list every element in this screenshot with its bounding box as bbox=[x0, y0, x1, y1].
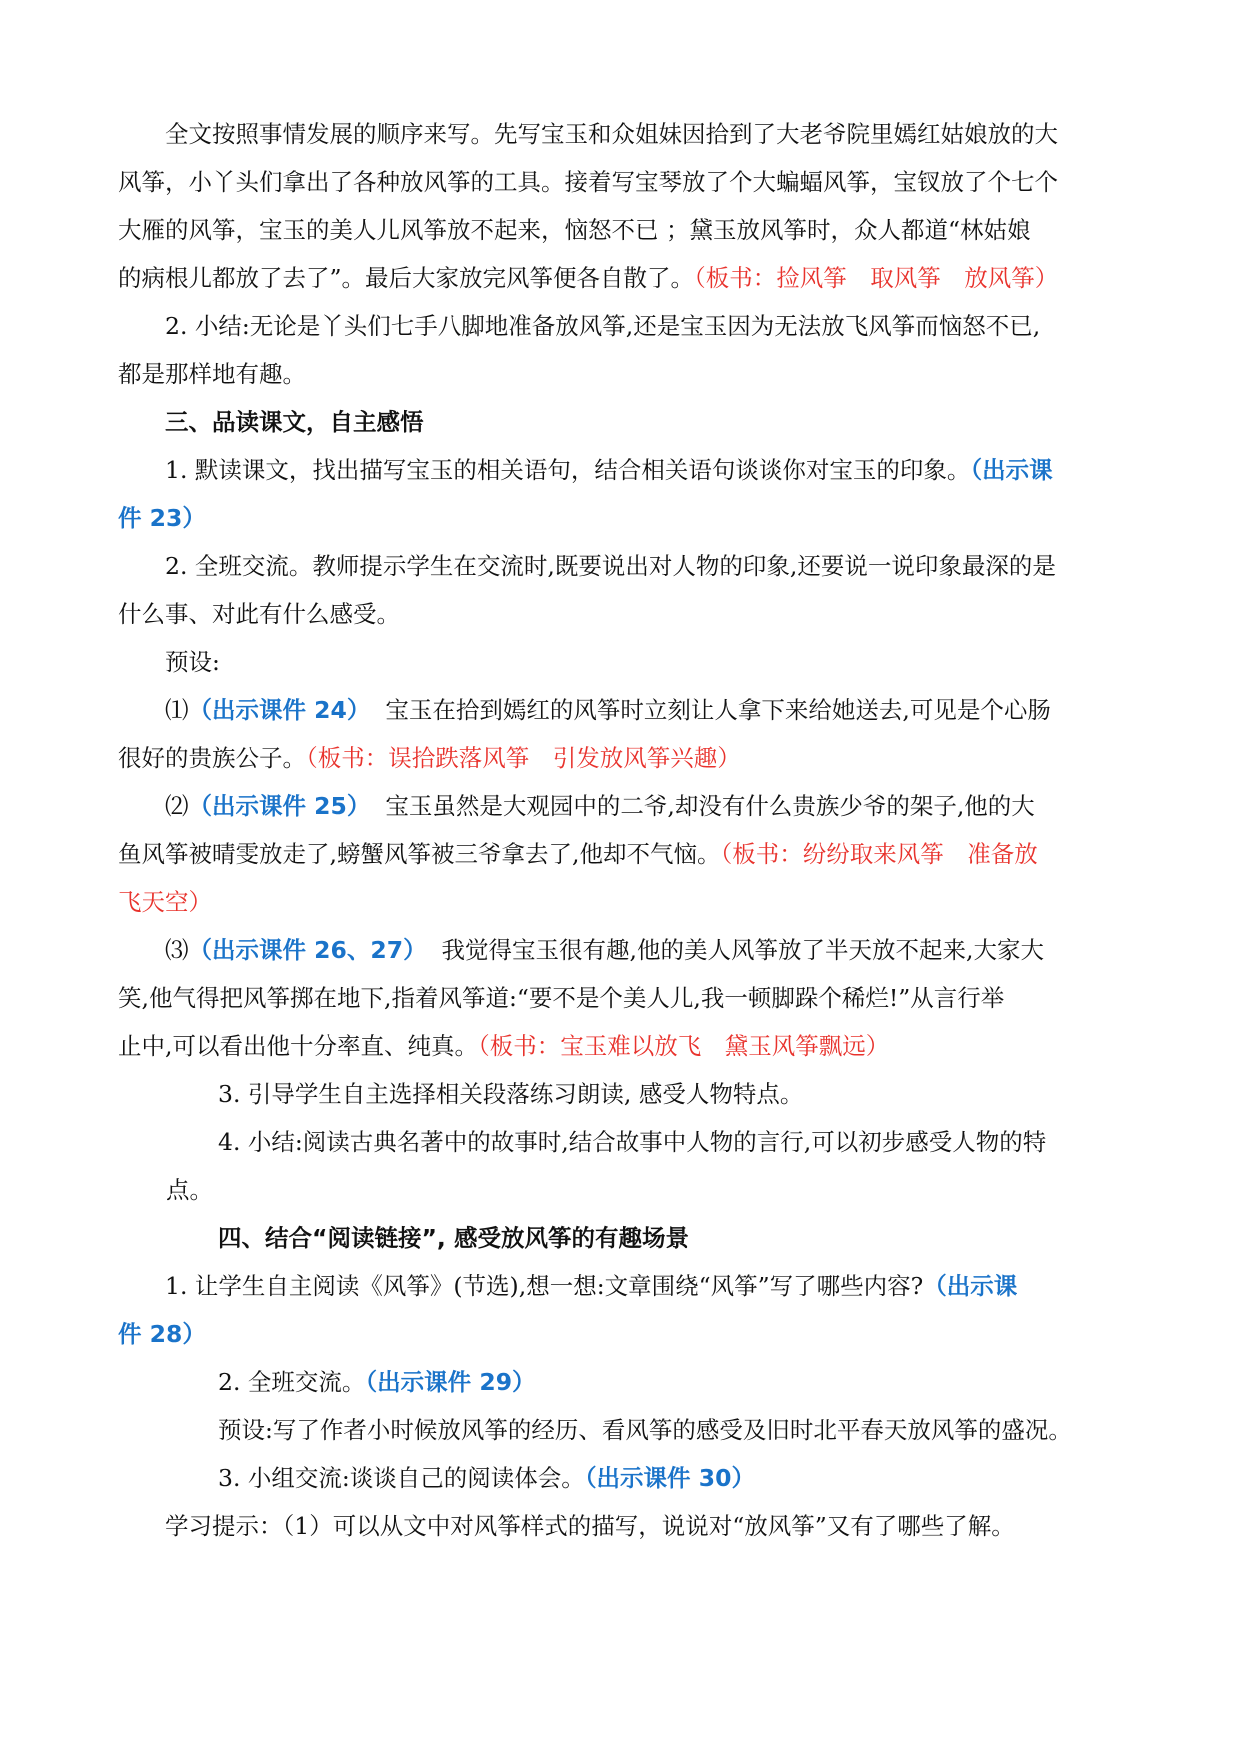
courseware-note: （出示课 bbox=[923, 1272, 1018, 1300]
text: 点。 bbox=[166, 1176, 213, 1204]
blackboard-note: 飞天空） bbox=[118, 888, 212, 916]
paragraph-line bbox=[118, 542, 1118, 590]
paragraph-line bbox=[118, 1070, 1118, 1118]
text: 3. 小组交流:谈谈自己的阅读体会。 bbox=[218, 1464, 585, 1492]
text: 大雁的风筝，宝玉的美人儿风筝放不起来，恼怒不已 ；黛玉放风筝时，众人都道“林姑娘 bbox=[118, 216, 1031, 244]
paragraph-line bbox=[118, 350, 1118, 398]
text: 我觉得宝玉很有趣,他的美人风筝放了半天放不起来,大家大 bbox=[441, 936, 1044, 964]
paragraph-line bbox=[118, 638, 1118, 686]
item-number: ⑴ bbox=[165, 696, 189, 724]
courseware-note: （出示课件 30） bbox=[584, 1464, 755, 1492]
text: 风筝，小丫头们拿出了各种放风筝的工具。接着写宝琴放了个大蝙蝠风筝，宝钗放了个七个 bbox=[118, 168, 1058, 196]
paragraph-line bbox=[118, 1166, 1118, 1214]
paragraph-line bbox=[118, 110, 1118, 158]
courseware-note: （出示课件 25） bbox=[188, 792, 371, 820]
courseware-note: （出示课件 29） bbox=[365, 1368, 536, 1396]
blackboard-note: （板书：宝玉难以放飞 黛玉风筝飘远） bbox=[477, 1032, 890, 1060]
courseware-note: 件 28） bbox=[118, 1320, 206, 1348]
text: 宝玉在拾到嫣红的风筝时立刻让人拿下来给她送去,可见是个心肠 bbox=[385, 696, 1051, 724]
document-page bbox=[118, 110, 1118, 1550]
text: 2. 小结:无论是丫头们七手八脚地准备放风筝,还是宝玉因为无法放飞风筝而恼怒不已, bbox=[165, 312, 1041, 340]
section-heading: 四、结合“阅读链接”, 感受放风筝的有趣场景 bbox=[218, 1224, 689, 1252]
paragraph-line bbox=[118, 254, 1118, 302]
courseware-note: （出示课 bbox=[970, 456, 1053, 484]
paragraph-line bbox=[118, 1358, 1118, 1406]
paragraph-line bbox=[118, 446, 1118, 494]
text: 宝玉虽然是大观园中的二爷,却没有什么贵族少爷的架子,他的大 bbox=[385, 792, 1035, 820]
item-number: ⑶ bbox=[165, 936, 189, 964]
courseware-note: 件 23） bbox=[118, 504, 206, 532]
section-heading: 三、品读课文，自主感悟 bbox=[165, 408, 424, 436]
text: 全文按照事情发展的顺序来写。先写宝玉和众姐妹因拾到了大老爷院里嫣红姑娘放的大 bbox=[165, 120, 1058, 148]
paragraph-line bbox=[118, 782, 1118, 830]
blackboard-note: （板书：捡风筝 取风筝 放风筝） bbox=[694, 264, 1059, 292]
blackboard-note: （板书：误拾跌落风筝 引发放风筝兴趣） bbox=[306, 744, 741, 772]
text: 2. 全班交流。 bbox=[218, 1368, 366, 1396]
text: 止中,可以看出他十分率直、纯真。 bbox=[118, 1032, 478, 1060]
paragraph-line bbox=[118, 878, 1118, 926]
paragraph-line bbox=[118, 926, 1118, 974]
text: 鱼风筝被晴雯放走了,螃蟹风筝被三爷拿去了,他却不气恼。 bbox=[118, 840, 721, 868]
paragraph-line bbox=[118, 494, 1118, 542]
text: 预设:写了作者小时候放风筝的经历、看风筝的感受及旧时北平春天放风筝的盛况。 bbox=[218, 1416, 1072, 1444]
blackboard-note: （板书：纷纷取来风筝 准备放 bbox=[720, 840, 1038, 868]
paragraph-line bbox=[118, 1262, 1118, 1310]
courseware-note: （出示课件 26、27） bbox=[188, 936, 427, 964]
text: 很好的贵族公子。 bbox=[118, 744, 306, 772]
courseware-note: （出示课件 24） bbox=[188, 696, 371, 724]
text: 什么事、对此有什么感受。 bbox=[118, 600, 400, 628]
paragraph-line bbox=[118, 1310, 1118, 1358]
paragraph-line bbox=[118, 1406, 1118, 1454]
text: 笑,他气得把风筝掷在地下,指着风筝道:“要不是个美人儿,我一顿脚跺个稀烂!”从言行举 bbox=[118, 984, 1005, 1012]
paragraph-line bbox=[118, 830, 1118, 878]
paragraph-line bbox=[118, 1118, 1118, 1166]
text: 预设: bbox=[165, 648, 220, 676]
text: 1. 默读课文，找出描写宝玉的相关语句，结合相关语句谈谈你对宝玉的印象。 bbox=[165, 456, 971, 484]
paragraph-line bbox=[118, 206, 1118, 254]
paragraph-line bbox=[118, 1502, 1118, 1550]
paragraph-line bbox=[118, 734, 1118, 782]
paragraph-line bbox=[118, 158, 1118, 206]
paragraph-line bbox=[118, 686, 1118, 734]
text: 的病根儿都放了去了”。最后大家放完风筝便各自散了。 bbox=[118, 264, 695, 292]
text: 1. 让学生自主阅读《风筝》(节选),想一想:文章围绕“风筝”写了哪些内容? bbox=[165, 1272, 924, 1300]
paragraph-line bbox=[118, 1454, 1118, 1502]
text: 都是那样地有趣。 bbox=[118, 360, 306, 388]
paragraph-line bbox=[118, 974, 1118, 1022]
item-number: ⑵ bbox=[165, 792, 189, 820]
paragraph-line bbox=[118, 1022, 1118, 1070]
text: 3. 引导学生自主选择相关段落练习朗读, 感受人物特点。 bbox=[218, 1080, 804, 1108]
paragraph-line bbox=[118, 590, 1118, 638]
learning-tip: 学习提示：（1）可以从文中对风筝样式的描写，说说对“放风筝”又有了哪些了解。 bbox=[165, 1512, 1015, 1540]
text: 4. 小结:阅读古典名著中的故事时,结合故事中人物的言行,可以初步感受人物的特 bbox=[218, 1128, 1047, 1156]
text: 2. 全班交流。教师提示学生在交流时,既要说出对人物的印象,还要说一说印象最深的是 bbox=[165, 552, 1056, 580]
paragraph-line bbox=[118, 302, 1118, 350]
